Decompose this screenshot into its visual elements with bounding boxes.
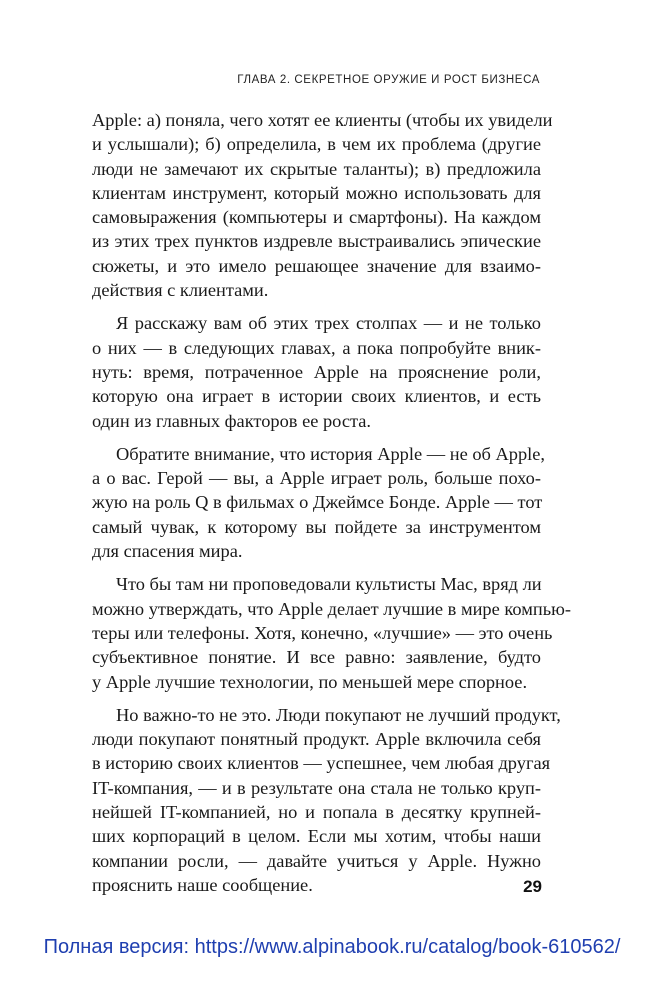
text-line: Apple: а) поняла, чего хотят ее клиенты (чтобы их увидели bbox=[92, 110, 553, 130]
text-line: люди не замечают их скрытые таланты); в) предложила bbox=[92, 158, 541, 179]
body-text bbox=[92, 108, 571, 897]
page-number: 29 bbox=[523, 877, 542, 896]
text-line: Но важно-то не это. Люди покупают не лучший продукт, bbox=[116, 704, 561, 725]
paragraph bbox=[92, 108, 553, 302]
full-version-link[interactable]: Полная версия: https://www.alpinabook.ru/catalog/book-610562/ bbox=[43, 936, 621, 958]
text-line: субъективное понятие. И все равно: заявление, будто bbox=[92, 647, 541, 668]
text-line: Я расскажу вам об этих трех столпах — и не только bbox=[116, 313, 541, 334]
paragraph bbox=[92, 703, 561, 897]
text-line: о них — в следующих главах, а пока попробуйте вник- bbox=[92, 337, 541, 358]
text-line: в историю своих клиентов — успешнее, чем любая другая bbox=[92, 753, 551, 774]
text-line: а о вас. Герой — вы, а Apple играет роль, больше похо- bbox=[92, 468, 541, 489]
text-line: у Apple лучшие технологии, по меньшей мере спорное. bbox=[92, 671, 528, 692]
text-line: нейшей IT-компанией, но и попала в десятку крупней- bbox=[92, 802, 541, 823]
text-line: самый чувак, к которому вы пойдете за инструментом bbox=[92, 516, 541, 537]
text-line: люди покупают понятный продукт. Apple включила себя bbox=[92, 729, 541, 750]
text-line: самовыражения (компьютеры и смартфоны). На каждом bbox=[92, 207, 541, 228]
text-line: IT-компания, — и в результате она стала не только круп- bbox=[92, 777, 541, 798]
text-line: которую она играет в истории своих клиентов, и есть bbox=[92, 386, 541, 407]
text-line: теры или телефоны. Хотя, конечно, «лучшие» — это очень bbox=[92, 622, 553, 643]
paragraph bbox=[92, 311, 541, 432]
text-line: компании росли, — давайте учиться у Apple. Нужно bbox=[92, 850, 541, 871]
text-line: прояснить наше сообщение. bbox=[92, 874, 313, 895]
paragraph bbox=[92, 442, 546, 563]
text-line: действия с клиентами. bbox=[92, 280, 269, 301]
text-line: один из главных факторов ее роста. bbox=[92, 410, 372, 431]
text-line: клиентам инструмент, который можно использовать для bbox=[92, 182, 541, 203]
text-line: можно утверждать, что Apple делает лучшие в мире компью- bbox=[92, 598, 571, 619]
text-line: и услышали); б) определила, в чем их проблема (другие bbox=[92, 134, 541, 155]
text-line: жую на роль Q в фильмах о Джеймсе Бонде. Apple — тот bbox=[92, 492, 543, 513]
paragraph bbox=[92, 572, 571, 693]
text-line: для спасения мира. bbox=[92, 541, 243, 562]
running-head: ГЛАВА 2. СЕКРЕТНОЕ ОРУЖИЕ И РОСТ БИЗНЕСА bbox=[237, 74, 540, 86]
text-line: Обратите внимание, что история Apple — не об Apple, bbox=[116, 443, 546, 464]
text-line: Что бы там ни проповедовали культисты Mac, вряд ли bbox=[116, 574, 542, 595]
text-line: нуть: время, потраченное Apple на прояснение роли, bbox=[92, 361, 541, 382]
text-line: сюжеты, и это имело решающее значение для взаимо- bbox=[92, 255, 541, 276]
text-line: ших корпораций в целом. Если мы хотим, чтобы наши bbox=[92, 826, 541, 847]
text-line: из этих трех пунктов издревле выстраивались эпические bbox=[92, 231, 541, 252]
